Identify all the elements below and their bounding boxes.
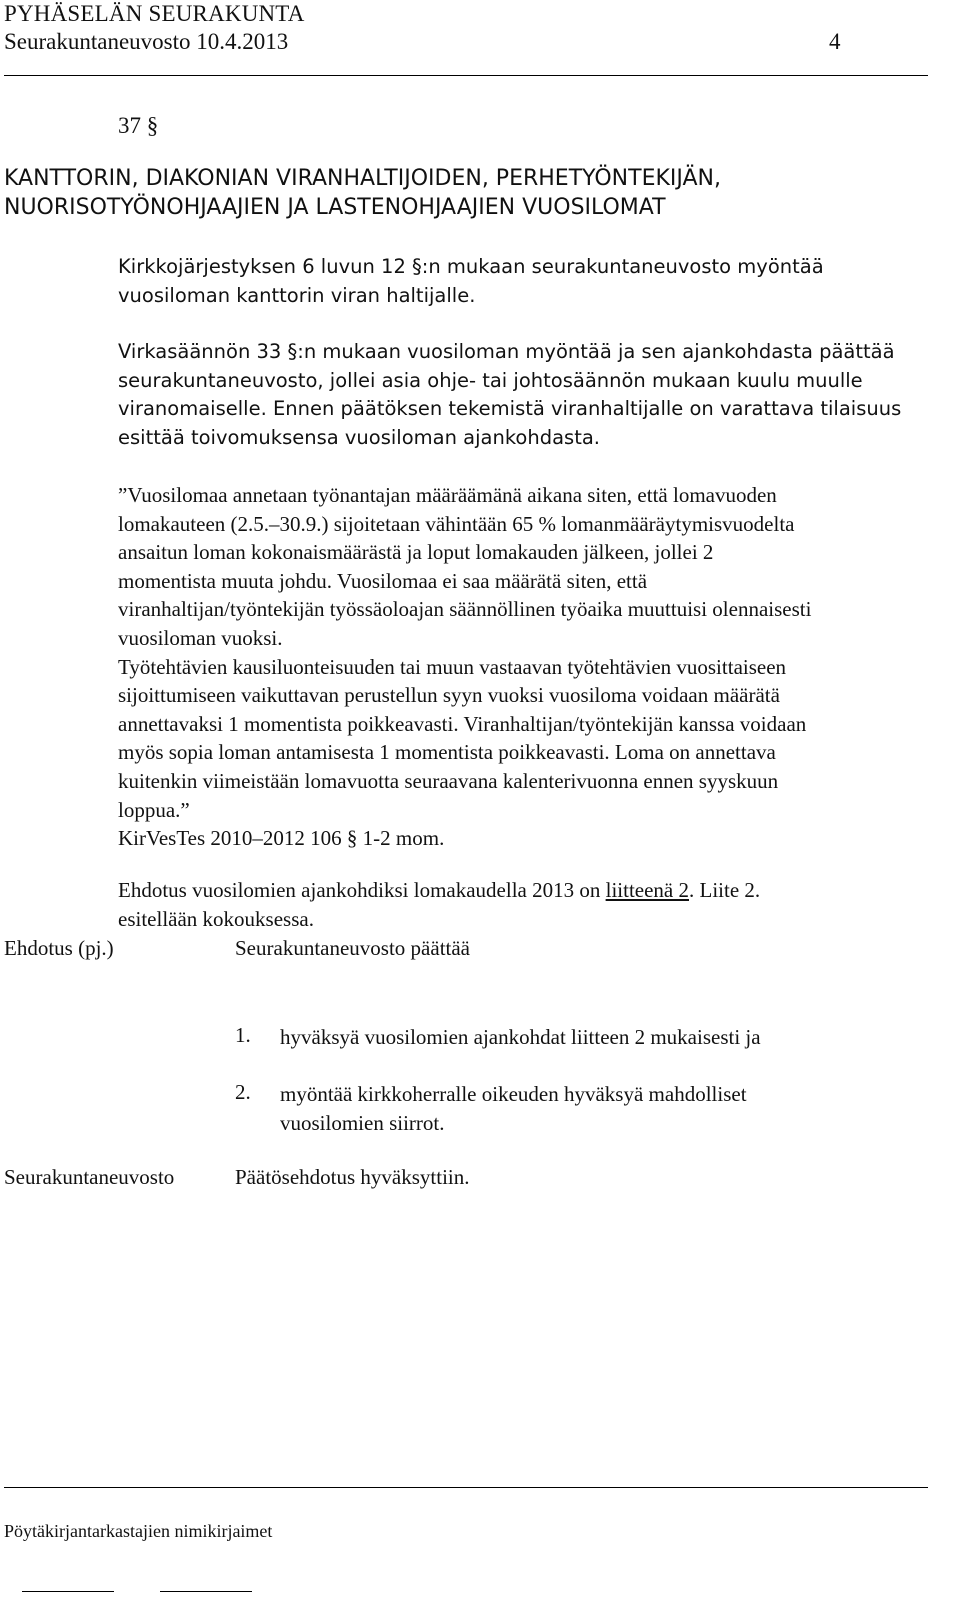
paragraph-quotation [118,481,933,853]
section-title-line: NUORISOTYÖNOHJAAJIEN JA LASTENOHJAAJIEN VUOSILOMAT [4,195,666,220]
text-line: vuosiloman vuoksi. [118,625,283,650]
text-line: Työtehtävien kausiluonteisuuden tai muun vastaavan työtehtävien vuosittaiseen [118,654,787,679]
list-item [280,1023,761,1052]
text-line: annettavaksi 1 momentista poikkeavasti. Viranhaltijan/työntekijän kanssa voidaan [118,711,807,736]
text-line: myös sopia loman antamisesta 1 momentista poikkeavasti. Loma on annettava [118,740,776,765]
text-line [118,876,933,905]
text-line: kuitenkin viimeistään lomavuotta seuraavana kalenterivuonna ennen syyskuun [118,768,779,793]
text-line: lomakauteen (2.5.–30.9.) sijoitetaan vähintään 65 % lomanmääräytymisvuodelta [118,511,795,536]
paragraph-office-rules [118,338,933,452]
text-line: seurakuntaneuvosto, jollei asia ohje- tai johtosäännön mukaan kuulu muulle [118,368,863,392]
attachment-link[interactable]: liitteenä 2 [605,878,689,902]
text-line: momentista muuta johdu. Vuosilomaa ei saa määrätä siten, että [118,568,648,593]
organization-name: PYHÄSELÄN SEURAKUNTA [4,1,305,26]
text-fragment: . Liite 2. [689,878,761,902]
header-divider [4,75,928,76]
proposal-heading: Seurakuntaneuvosto päättää [235,936,470,960]
text-line: ”Vuosilomaa annetaan työnantajan määräämänä aikana siten, että lomavuoden [118,483,777,507]
page-number: 4 [829,29,841,54]
text-line: viranomaiselle. Ennen päätöksen tekemistä viranhaltijalle on varattava tilaisuus [118,397,902,421]
paragraph-proposal-note [118,876,933,933]
text-line: loppua.” [118,797,190,822]
citation-line: KirVesTes 2010–2012 106 § 1-2 mom. [118,826,445,851]
text-line: Virkasäännön 33 §:n mukaan vuosiloman myöntää ja sen ajankohdasta päättää [118,340,895,363]
decision-text: Päätösehdotus hyväksyttiin. [235,1165,470,1189]
text-line: vuosiloman kanttorin viran haltijalle. [118,283,476,307]
text-line: hyväksyä vuosilomien ajankohdat liitteen 2 mukaisesti ja [280,1025,761,1049]
proposal-label: Ehdotus (pj.) [4,936,114,960]
meeting-date: Seurakuntaneuvosto 10.4.2013 [4,29,289,54]
signature-line [22,1591,114,1592]
footer-divider [4,1487,928,1488]
list-item-number: 1. [235,1023,251,1047]
paragraph-church-order [118,253,933,310]
list-item [280,1080,747,1137]
footer-label: Pöytäkirjantarkastajien nimikirjaimet [4,1521,273,1541]
text-line: Kirkkojärjestyksen 6 luvun 12 §:n mukaan seurakuntaneuvosto myöntää [118,255,824,278]
text-line: esittää toivomuksensa vuosiloman ajankohdasta. [118,425,600,449]
text-line: sijoittumiseen vaikuttavan perustellun syyn vuoksi vuosiloma voidaan määrätä [118,683,780,708]
section-title-line: KANTTORIN, DIAKONIAN VIRANHALTIJOIDEN, PERHETYÖNTEKIJÄN, [4,166,721,191]
text-line: esitellään kokouksessa. [118,906,314,931]
list-item-number: 2. [235,1080,251,1104]
section-number: 37 § [118,113,159,138]
decision-label: Seurakuntaneuvosto [4,1165,175,1189]
text-fragment: Ehdotus vuosilomien ajankohdiksi lomakaudella 2013 on [118,878,606,902]
text-line: vuosilomien siirrot. [280,1110,445,1135]
text-line: viranhaltijan/työntekijän työssäoloajan säännöllinen työaika muuttuisi olennaisesti [118,597,812,622]
text-line: ansaitun loman kokonaismäärästä ja loput lomakauden jälkeen, jollei 2 [118,540,714,565]
text-line: myöntää kirkkoherralle oikeuden hyväksyä mahdolliset [280,1082,747,1106]
signature-line [160,1591,252,1592]
